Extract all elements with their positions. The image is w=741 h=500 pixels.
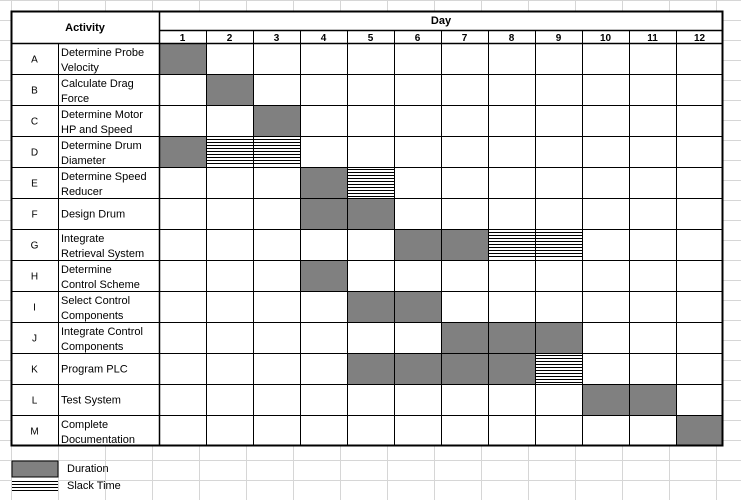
task-id-M: M (30, 426, 39, 438)
duration-cell-J-day-7 (441, 322, 488, 353)
task-name-G-line-2: Retrieval System (61, 248, 145, 260)
duration-cell-D-day-1 (159, 136, 206, 167)
duration-cell-J-day-9 (535, 322, 582, 353)
task-name-G-line-1: Integrate (61, 233, 105, 245)
task-name-F: Design Drum (61, 208, 126, 221)
day-label-4: 4 (320, 33, 327, 44)
legend-slack-swatch (12, 479, 58, 493)
legend-duration-swatch (12, 461, 58, 477)
slack-cell-G-day-9 (535, 230, 582, 259)
day-header: Day (430, 15, 452, 27)
duration-cell-I-day-5 (347, 291, 394, 322)
task-id-A: A (31, 54, 38, 66)
duration-cell-F-day-4 (300, 198, 347, 229)
duration-cell-K-day-6 (394, 353, 441, 384)
day-label-12: 12 (693, 33, 706, 44)
duration-cell-A-day-1 (159, 43, 206, 74)
task-name-L: Test System (61, 394, 121, 407)
task-name-B-line-2: Force (61, 93, 90, 105)
task-id-G: G (30, 240, 39, 252)
task-name-C-line-2: HP and Speed (61, 124, 133, 136)
task-name-H-line-2: Control Scheme (61, 279, 140, 291)
duration-cell-K-day-8 (488, 353, 535, 384)
slack-cell-E-day-5 (347, 168, 394, 197)
day-label-6: 6 (414, 33, 421, 44)
task-name-E-line-2: Reducer (61, 186, 103, 198)
duration-cell-M-day-12 (676, 415, 723, 446)
day-label-1: 1 (179, 33, 186, 44)
duration-cell-K-day-5 (347, 353, 394, 384)
task-name-H-line-1: Determine (61, 264, 112, 276)
day-label-5: 5 (367, 33, 374, 44)
slack-cell-G-day-8 (488, 230, 535, 259)
day-label-2: 2 (226, 33, 233, 44)
duration-cell-H-day-4 (300, 260, 347, 291)
task-id-E: E (31, 178, 38, 190)
duration-cell-E-day-4 (300, 167, 347, 198)
duration-cell-G-day-6 (394, 229, 441, 260)
task-name-E-line-1: Determine Speed (61, 171, 147, 183)
task-id-L: L (31, 395, 38, 407)
slack-cell-K-day-9 (535, 354, 582, 383)
duration-cell-G-day-7 (441, 229, 488, 260)
task-id-B: B (31, 85, 38, 97)
duration-cell-I-day-6 (394, 291, 441, 322)
task-id-H: H (30, 271, 39, 283)
task-name-M-line-2: Documentation (61, 434, 135, 446)
duration-cell-B-day-2 (206, 74, 253, 105)
legend-duration-label: Duration (67, 463, 109, 475)
day-label-3: 3 (273, 33, 280, 44)
slack-cell-D-day-3 (253, 137, 300, 166)
task-id-I: I (33, 302, 36, 314)
task-name-J-line-2: Components (61, 341, 124, 353)
task-name-A-line-2: Velocity (61, 62, 99, 74)
slack-cell-D-day-2 (206, 137, 253, 166)
duration-cell-L-day-11 (629, 384, 676, 415)
duration-cell-C-day-3 (253, 105, 300, 136)
day-label-10: 10 (599, 33, 612, 44)
task-name-J-line-1: Integrate Control (61, 326, 143, 338)
task-name-I-line-2: Components (61, 310, 124, 322)
task-id-K: K (31, 364, 38, 376)
task-id-C: C (30, 116, 39, 128)
task-name-K: Program PLC (61, 363, 128, 376)
activity-header: Activity (65, 22, 105, 34)
task-name-M-line-1: Complete (61, 419, 109, 431)
task-name-D-line-2: Diameter (61, 155, 106, 167)
task-name-B-line-1: Calculate Drag (61, 78, 134, 90)
task-name-I-line-1: Select Control (61, 295, 131, 307)
duration-cell-J-day-8 (488, 322, 535, 353)
task-id-F: F (31, 209, 38, 221)
day-label-9: 9 (555, 33, 562, 44)
duration-cell-F-day-5 (347, 198, 394, 229)
duration-cell-K-day-7 (441, 353, 488, 384)
day-label-8: 8 (508, 33, 515, 44)
duration-cell-L-day-10 (582, 384, 629, 415)
legend-slack-label: Slack Time (67, 480, 121, 492)
task-id-J: J (32, 333, 37, 345)
task-name-C-line-1: Determine Motor (61, 109, 143, 121)
day-label-7: 7 (461, 33, 468, 44)
task-name-D-line-1: Determine Drum (61, 140, 142, 152)
day-label-11: 11 (647, 33, 658, 44)
task-id-D: D (30, 147, 39, 159)
task-name-A-line-1: Determine Probe (61, 47, 145, 59)
